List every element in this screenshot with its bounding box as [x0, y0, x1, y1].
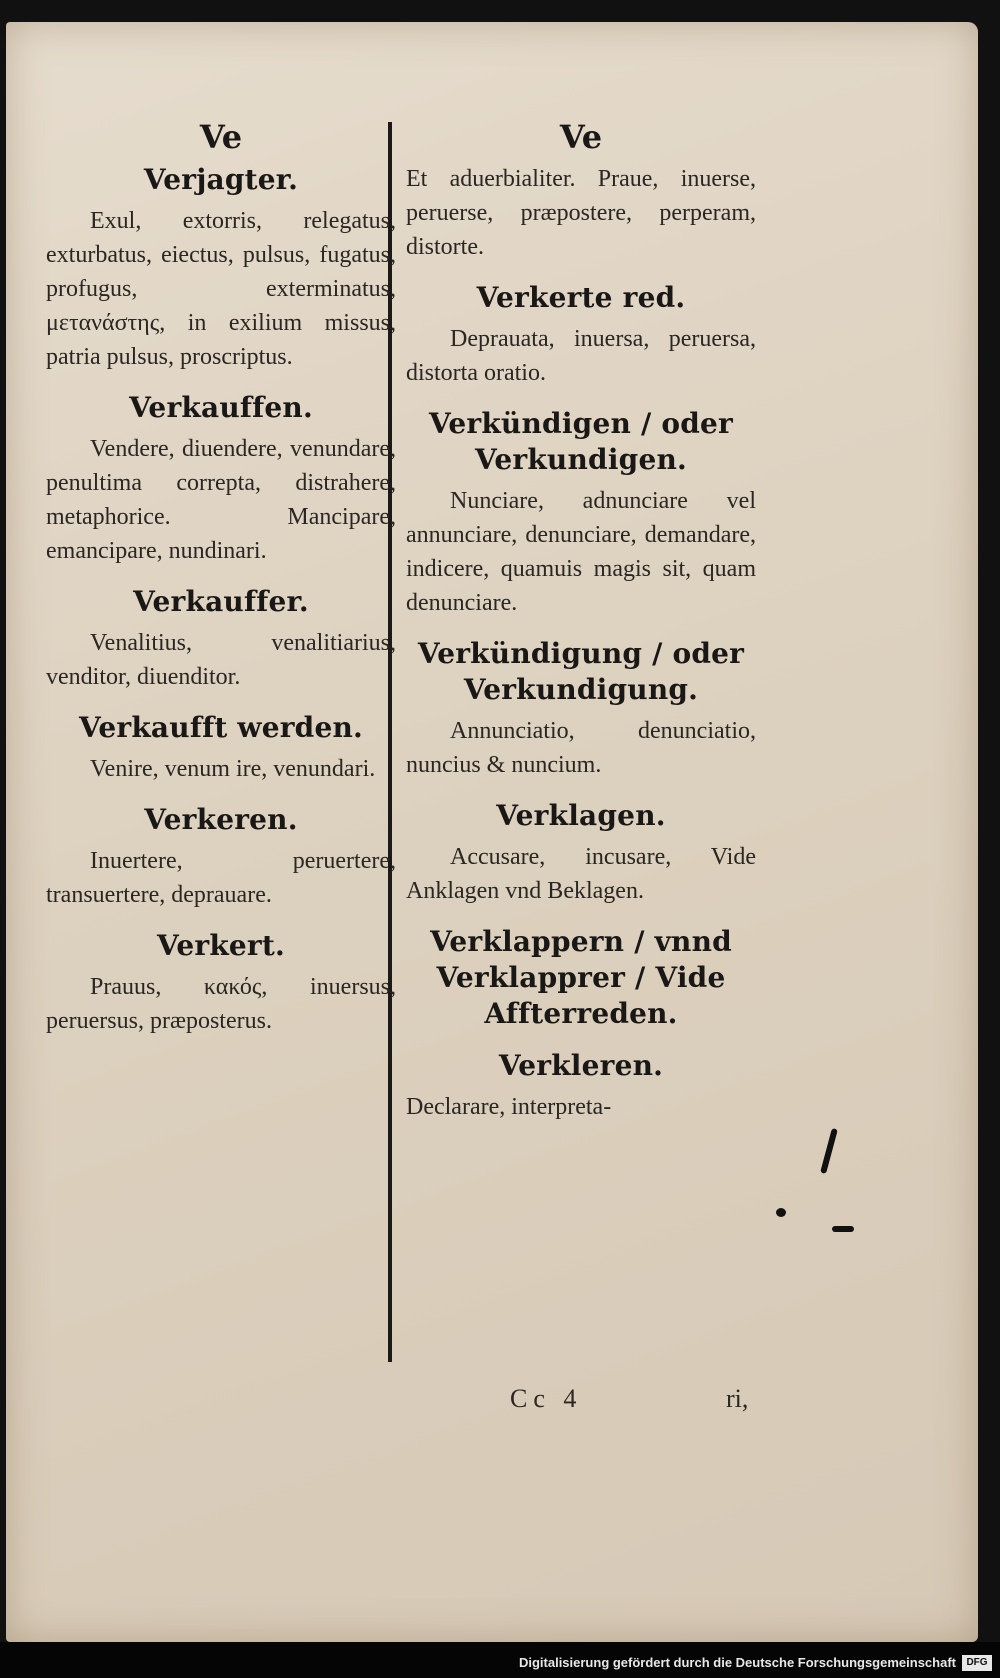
dictionary-entry	[406, 280, 756, 390]
entry-gloss: Declarare, interpreta-	[406, 1094, 612, 1120]
entry-lemma: Verklappern / vnnd Verklapprer / Vide Affterreden.	[430, 925, 732, 1030]
running-head-left: Ve	[199, 118, 243, 156]
running-head-right: Ve	[559, 118, 603, 156]
entry-lemma: Verklagen.	[496, 799, 666, 832]
entry-lemma: Verkündigung / oder Verkundigung.	[417, 637, 745, 706]
dictionary-entry	[406, 798, 756, 908]
dictionary-entry	[406, 1048, 756, 1124]
entry-gloss: Deprauata, inuersa, peruersa, distorta oratio.	[406, 326, 756, 386]
entry-gloss: Venalitius, venalitiarius, venditor, diuenditor.	[46, 630, 396, 690]
entry-lemma: Verjagter.	[143, 163, 299, 196]
dictionary-entry	[46, 584, 396, 694]
dictionary-entry	[46, 802, 396, 912]
entry-lemma: Verkaufft werden.	[79, 711, 363, 744]
dictionary-entry	[46, 710, 396, 786]
dictionary-entry	[406, 406, 756, 620]
dictionary-entry-continuation	[406, 162, 756, 264]
entry-gloss: Annunciatio, denunciatio, nuncius & nuncium.	[406, 718, 756, 778]
right-column	[406, 118, 756, 1140]
entry-lemma: Verkeren.	[144, 803, 298, 836]
entry-gloss: Venire, venum ire, venundari.	[90, 756, 376, 782]
funding-credit: Digitalisierung gefördert durch die Deutsche Forschungsgemeinschaft	[518, 1655, 956, 1670]
signature-mark: Cc 4	[510, 1384, 583, 1413]
left-column	[46, 118, 396, 1054]
entry-gloss: Prauus, κακός, inuersus, peruersus, præposterus.	[46, 974, 396, 1034]
ink-dash-mark	[832, 1226, 854, 1232]
dfg-logo: DFG	[962, 1655, 992, 1671]
dictionary-entry	[406, 636, 756, 782]
entry-lemma: Verkert.	[157, 929, 285, 962]
catchword: ri,	[726, 1384, 749, 1413]
entry-gloss: Accusare, incusare, Vide Anklagen vnd Beklagen.	[406, 844, 756, 904]
entry-lemma: Verkleren.	[498, 1049, 664, 1082]
entry-gloss: Et aduerbialiter. Praue, inuerse, peruerse, præpostere, perperam, distorte.	[406, 166, 756, 260]
book-page	[6, 22, 978, 1642]
entry-gloss: Inuertere, peruertere, transuertere, deprauare.	[46, 848, 396, 908]
dictionary-entry	[406, 924, 756, 1032]
digitization-footer	[0, 1642, 1000, 1678]
entry-gloss: Exul, extorris, relegatus, exturbatus, eiectus, pulsus, fugatus, profugus, exterminatus, μετανάστης, in exilium missus, patria pulsus, proscriptus.	[46, 208, 396, 370]
dictionary-entry	[46, 928, 396, 1038]
entry-lemma: Verkauffen.	[129, 391, 313, 424]
entry-lemma: Verkerte red.	[476, 281, 686, 314]
entry-gloss: Nunciare, adnunciare vel annunciare, denunciare, demandare, indicere, quamuis magis sit, quam denunciare.	[406, 488, 756, 616]
dictionary-entry	[46, 162, 396, 374]
entry-lemma: Verkauffer.	[133, 585, 309, 618]
ink-dot-mark	[776, 1208, 786, 1217]
entry-gloss: Vendere, diuendere, venundare, penultima correpta, distrahere, metaphorice. Mancipare, emancipare, nundinari.	[46, 436, 396, 564]
dictionary-entry	[46, 390, 396, 568]
entry-lemma: Verkündigen / oder Verkundigen.	[429, 407, 733, 476]
